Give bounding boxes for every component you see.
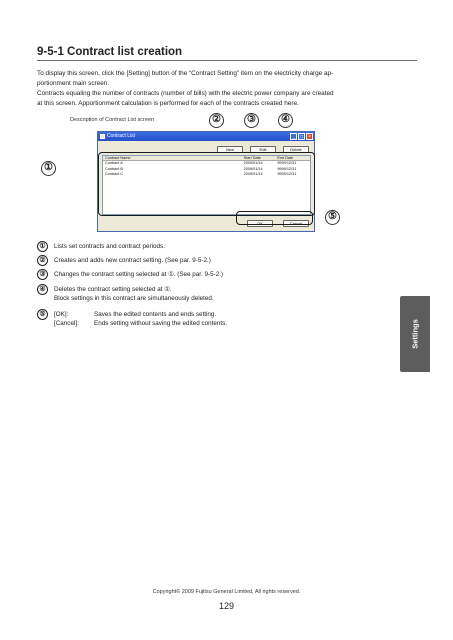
ok-key: [OK]: [54, 311, 69, 318]
close-icon[interactable]: × [306, 133, 313, 140]
start-date: 2009/01/14 [243, 161, 263, 166]
description-text: Block settings in this contract are simultaneously deleted. [54, 295, 214, 302]
description-text: Creates and adds new contract setting. (See par. 9-5-2.) [54, 257, 211, 264]
callout-4: ④ [278, 113, 293, 128]
column-header: Start Date [243, 156, 261, 160]
new-button[interactable]: New [217, 146, 243, 153]
callout-2: ② [209, 113, 224, 128]
settings-side-tab [400, 296, 430, 372]
intro-line: portionment main screen. [37, 80, 110, 87]
start-date: 2009/01/14 [243, 166, 263, 171]
delete-button[interactable]: Delete [283, 146, 309, 153]
section-heading: 9-5-1 Contract list creation [37, 46, 183, 58]
description-number: ① [37, 241, 48, 252]
list-highlight [98, 152, 315, 216]
intro-line: To display this screen, click the [Setting] button of the “Contract Setting” item on the electricity charge ap- [37, 70, 334, 77]
page-number: 129 [218, 601, 235, 611]
ok-text: Saves the edited contents and ends setting. [94, 311, 217, 318]
description-number: ② [37, 255, 48, 266]
description-text: Lists set contracts and contract periods. [54, 243, 165, 250]
edit-button[interactable]: Edit [250, 146, 276, 153]
intro-line: Contracts equaling the number of contracts (number of bills) with the electric power company are created [37, 90, 334, 97]
window-title: Contract List [107, 133, 136, 139]
end-date: 9999/12/31 [277, 161, 297, 166]
end-date: 9999/12/31 [277, 166, 297, 171]
minimize-icon[interactable]: _ [290, 133, 297, 140]
side-tab-label: Settings [410, 319, 420, 349]
contract-name: Contract B [105, 166, 123, 171]
callout-3: ③ [244, 113, 259, 128]
description-number: ④ [37, 284, 48, 295]
description-number: ③ [37, 269, 48, 280]
copyright: Copyright© 2009 Fujitsu General Limited, All rights reserved. [152, 589, 301, 595]
app-icon [100, 134, 105, 139]
cancel-key: [Cancel]: [54, 320, 79, 327]
window-titlebar [98, 132, 314, 141]
contract-name: Contract C [105, 172, 124, 177]
description-text: Deletes the contract setting selected at ①. [54, 286, 172, 293]
cancel-description [54, 319, 227, 328]
ok-description [54, 310, 216, 319]
column-header: End Date [277, 156, 294, 160]
cancel-button[interactable]: Cancel [283, 220, 309, 227]
contract-name: Contract A [105, 161, 123, 166]
start-date: 2009/01/14 [243, 172, 263, 177]
cancel-text: Ends setting without saving the edited contents. [94, 320, 228, 327]
intro-line: at this screen. Apportionment calculation is performed for each of the contracts created here. [37, 100, 299, 107]
dialog-buttons-highlight [236, 211, 313, 225]
figure-caption: Description of Contract List screen [70, 117, 155, 123]
ok-button[interactable]: OK [247, 220, 273, 227]
column-header: Contract Name [105, 156, 131, 160]
window-controls [290, 133, 313, 140]
heading-rule [37, 60, 417, 61]
description-number: ⑤ [37, 309, 48, 320]
intro-paragraph [37, 69, 417, 109]
callout-5: ⑤ [325, 210, 340, 225]
description-text: Changes the contract setting selected at ①. (See par. 9-5-2.) [54, 271, 224, 278]
callout-1: ① [41, 161, 56, 176]
end-date: 9999/12/31 [277, 172, 297, 177]
maximize-icon[interactable]: □ [299, 134, 304, 140]
